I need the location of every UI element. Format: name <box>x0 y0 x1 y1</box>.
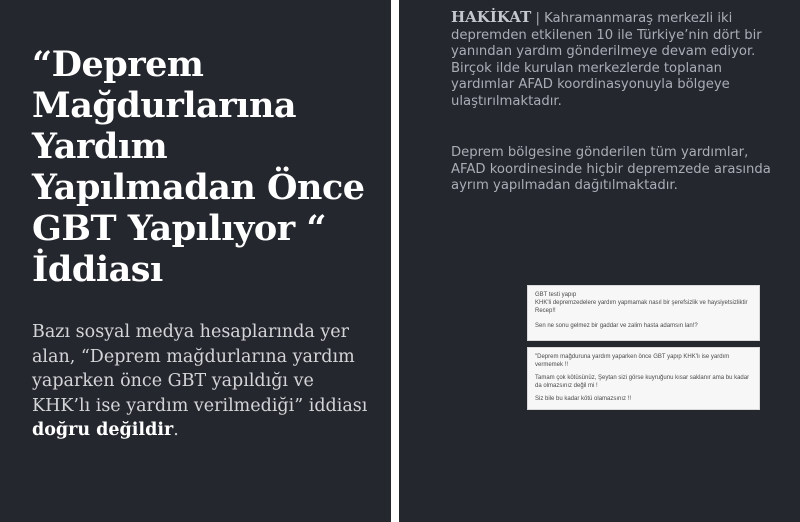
fact-paragraph-2: Deprem bölgesine gönderilen tüm yardımlar, AFAD koordinesinde hiçbir depremzede arasında ayrım yapılmadan dağıtılmaktadır. <box>451 145 771 193</box>
social-post-screenshot <box>527 285 760 341</box>
claim-summary-text: Bazı sosyal medya hesaplarında yer alan, “Deprem mağdurlarına yardım yaparken önce GBT yapıldığı ve KHK’lı ise yardım verilmediği” iddiası <box>32 322 368 416</box>
claim-panel <box>0 0 391 522</box>
post-line: GBT testi yapıp <box>535 292 577 298</box>
post-line: "Deprem mağduruna yardım yaparken önce GBT yapıp KHK'lı ise yardım vermemek !! <box>535 354 730 368</box>
claim-headline: “Deprem Mağdurlarına Yardım Yapılmadan Önce GBT Yapılıyor “ İddiası <box>32 44 365 290</box>
claim-summary <box>32 320 377 443</box>
fact-text: Kahramanmaraş merkezli iki depremden etkilenen 10 ile Türkiye’nin dört bir yanından yardım gönderilmeye devam ediyor. Birçok ilde kurulan merkezlerde toplanan yardımlar AFAD koordinasyonuyla bölgeye ulaştırılmaktadır. <box>451 11 762 109</box>
social-post-screenshot <box>527 347 760 410</box>
claim-summary-end: . <box>173 420 179 440</box>
fact-paragraph <box>451 9 786 110</box>
post-line: Sen ne sonu gelmez bir gaddar ve zalim hasta adamsın lan!? <box>535 323 698 329</box>
fact-panel <box>399 0 800 522</box>
fact-separator: | <box>531 11 545 26</box>
verdict-text: doğru değildir <box>32 420 174 440</box>
post-line: Siz bile bu kadar kötü olamazsınız !! <box>535 396 632 402</box>
post-line: KHK'li depremzedelere yardım yapmamak nasıl bir şerefsizlik ve haysiyetsizliktir Recep!! <box>535 300 748 314</box>
post-line: Tamam çok kötüsünüz, Şeytan sizi görse kuyruğunu kısar saklanır ama bu kadar da olmazsınız değil mi ! <box>535 375 750 389</box>
fact-label: HAKİKAT <box>451 8 532 26</box>
